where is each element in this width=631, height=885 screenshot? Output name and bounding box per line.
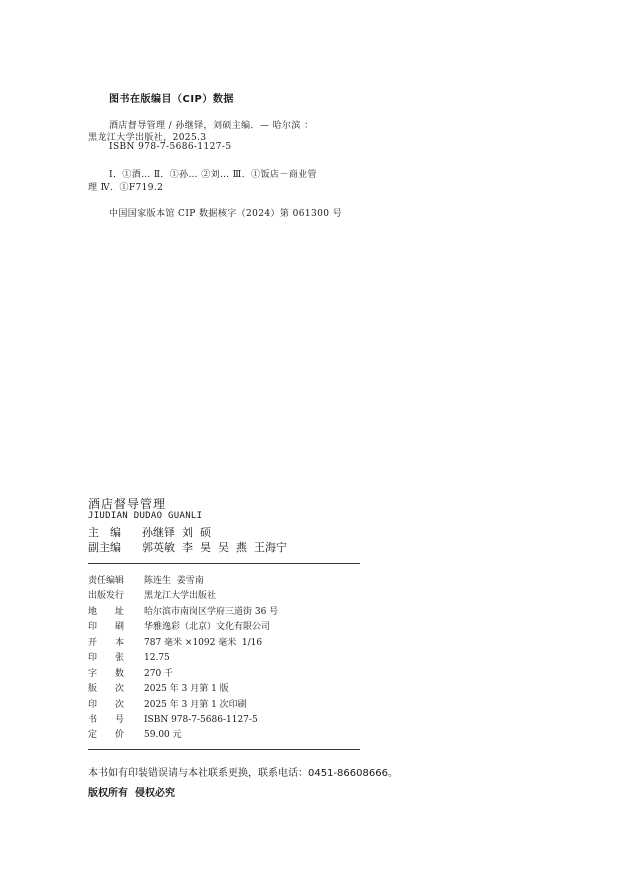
book-title-pinyin: JIUDIAN DUDAO GUANLI: [88, 511, 203, 521]
info-row: [88, 727, 182, 741]
info-row: [88, 573, 204, 587]
info-value: 12.75: [144, 653, 170, 663]
info-row: [88, 666, 173, 680]
divider-top: [88, 563, 360, 564]
cip-record-number: 中国国家版本馆 CIP 数据核字（2024）第 061300 号: [109, 209, 343, 219]
info-value: 270 千: [144, 669, 174, 679]
info-row: [88, 588, 216, 602]
info-value: 2025 年 3 月第 1 次印刷: [144, 700, 247, 710]
cip-heading: 图书在版编目（CIP）数据: [109, 94, 234, 105]
info-value: 59.00 元: [144, 730, 182, 740]
info-label: 印 张: [88, 653, 125, 663]
cip-title-line: 酒店督导管理 / 孙继铎，刘硕主编．— 哈尔滨 ：: [109, 121, 314, 131]
info-value: 787 毫米 ×1092 毫米 1/16: [144, 638, 263, 648]
info-row: [88, 712, 258, 726]
info-value: 2025 年 3 月第 1 版: [144, 684, 229, 694]
info-label: 印 刷: [88, 622, 125, 632]
info-label: 版 次: [88, 684, 125, 694]
deputy-editor-names: 郭英敏 李 昊 吴 燕 王海宁: [142, 541, 287, 554]
replacement-notice: 本书如有印装错误请与本社联系更换，联系电话：0451-86608666。: [88, 768, 398, 779]
divider-bottom: [88, 749, 360, 750]
info-value: 黑龙江大学出版社: [144, 591, 217, 601]
info-row: [88, 650, 170, 664]
cip-isbn-line: ISBN 978-7-5686-1127-5: [109, 142, 232, 152]
deputy-editor-label: 副主编: [88, 541, 121, 554]
cip-classification-line-2: 理 Ⅳ．①F719.2: [88, 183, 164, 193]
info-label: 字 数: [88, 669, 125, 679]
info-label: 出版发行: [88, 591, 125, 601]
info-value: ISBN 978-7-5686-1127-5: [144, 715, 258, 725]
info-value: 哈尔滨市南岗区学府三道街 36 号: [144, 607, 279, 617]
info-row: [88, 697, 247, 711]
book-title: 酒店督导管理: [88, 497, 167, 511]
cip-publisher-line: 黑龙江大学出版社，2025.3: [88, 133, 207, 143]
chief-editor-names: 孙继铎 刘 硕: [142, 526, 211, 539]
deputy-editor-row: [88, 539, 287, 555]
info-row: [88, 604, 278, 618]
info-value: 华雅逸彩（北京）文化有限公司: [144, 622, 271, 632]
copyright-notice: 版权所有 侵权必究: [88, 788, 175, 799]
chief-editor-row: [88, 524, 211, 540]
info-row: [88, 635, 262, 649]
info-row: [88, 681, 229, 695]
info-label: 印 次: [88, 700, 125, 710]
info-row: [88, 619, 270, 633]
info-label: 书 号: [88, 715, 125, 725]
info-label: 责任编辑: [88, 576, 125, 586]
chief-editor-label: 主 编: [88, 526, 121, 539]
cip-classification-line: Ⅰ．①酒… Ⅱ．①孙… ②刘… Ⅲ．①饭店－商业管: [109, 170, 317, 180]
info-value: 陈连生 姜雪南: [144, 576, 204, 586]
info-label: 开 本: [88, 638, 125, 648]
info-label: 定 价: [88, 730, 125, 740]
info-label: 地 址: [88, 607, 125, 617]
